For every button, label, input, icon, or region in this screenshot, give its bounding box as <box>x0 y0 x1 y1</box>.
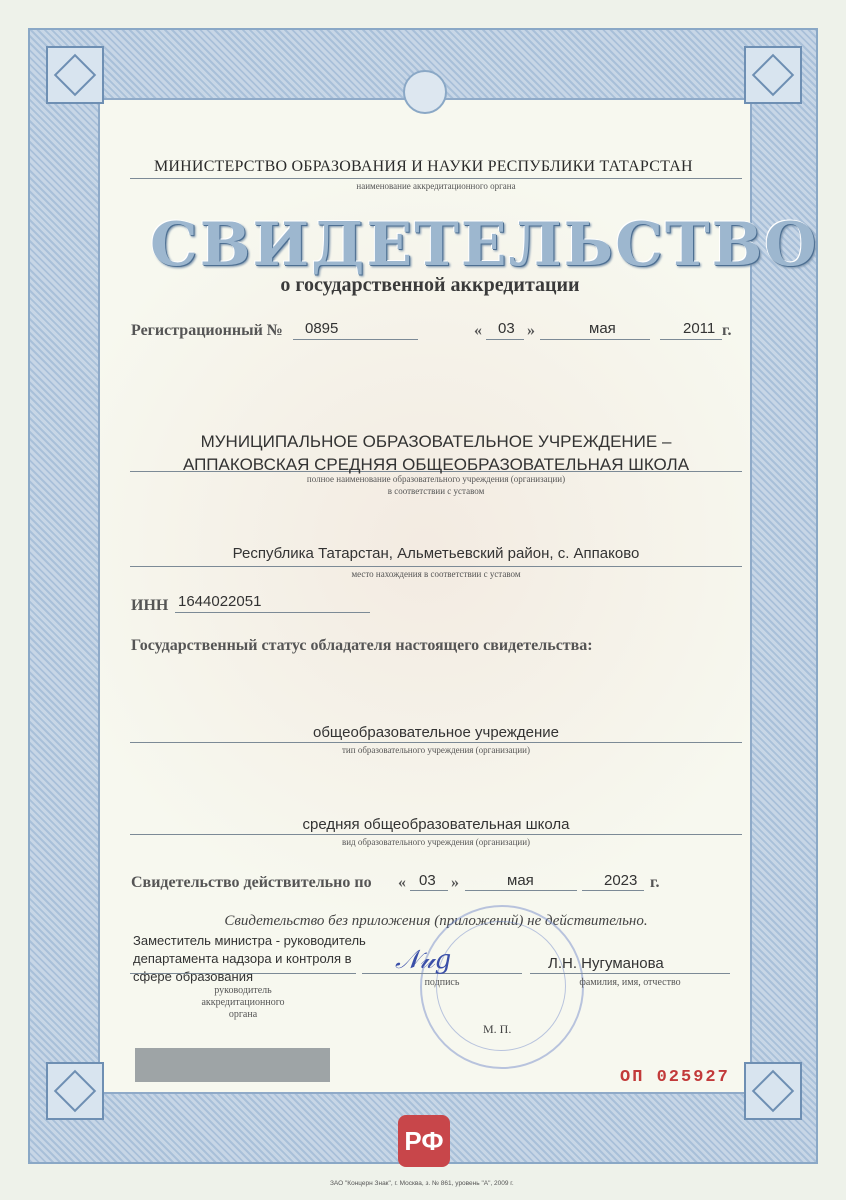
head-caption-2: аккредитационного <box>201 997 285 1008</box>
redacted-area <box>135 1048 330 1082</box>
name-caption: фамилия, имя, отчество <box>579 977 681 988</box>
underline <box>660 339 722 340</box>
signature-caption: подпись <box>424 977 460 988</box>
registration-year: 2011 <box>683 320 716 337</box>
registration-label: Регистрационный № <box>131 322 283 339</box>
institution-name-line2: АППАКОВСКАЯ СРЕДНЯЯ ОБЩЕОБРАЗОВАТЕЛЬНАЯ ШКОЛА <box>182 455 690 474</box>
quote-close: » <box>527 322 535 339</box>
year-suffix: г. <box>650 874 660 891</box>
institution-kind: средняя общеобразовательная школа <box>302 816 570 833</box>
ministry-caption: наименование аккредитационного органа <box>356 181 516 191</box>
certificate-title: СВИДЕТЕЛЬСТВО <box>150 210 819 280</box>
signatory-position-2: департамента надзора и контроля в <box>133 951 352 966</box>
underline <box>540 339 650 340</box>
validity-year: 2023 <box>604 872 638 889</box>
registration-month: мая <box>589 320 616 337</box>
underline <box>486 339 524 340</box>
underline <box>582 890 644 891</box>
inn-value: 1644022051 <box>178 593 262 610</box>
signatory-name: Л.Н. Нугуманова <box>548 955 664 972</box>
corner-ornament-icon <box>46 1062 104 1120</box>
validity-day: 03 <box>419 872 436 889</box>
institution-type-caption: тип образовательного учреждения (организации) <box>342 745 530 755</box>
underline <box>130 973 356 974</box>
underline <box>130 178 742 179</box>
status-heading: Государственный статус обладателя настоящего свидетельства: <box>131 637 593 654</box>
corner-ornament-icon <box>46 46 104 104</box>
location-caption: место нахождения в соответствии с уставом <box>351 569 521 579</box>
rf-emblem-icon: РФ <box>398 1115 450 1167</box>
validity-month: мая <box>507 872 534 889</box>
signatory-position-3: сфере образования <box>133 969 254 984</box>
underline <box>130 834 742 835</box>
underline <box>130 566 742 567</box>
quote-open: « <box>398 874 406 891</box>
institution-caption-2: в соответствии с уставом <box>387 486 485 496</box>
head-caption-3: органа <box>228 1009 258 1020</box>
institution-name-line1: МУНИЦИПАЛЬНОЕ ОБРАЗОВАТЕЛЬНОЕ УЧРЕЖДЕНИЕ – <box>200 432 672 451</box>
underline <box>175 612 370 613</box>
corner-ornament-icon <box>744 1062 802 1120</box>
top-rosette-icon <box>403 70 447 114</box>
corner-ornament-icon <box>744 46 802 104</box>
year-suffix: г. <box>722 322 732 339</box>
institution-type: общеобразовательное учреждение <box>313 724 559 741</box>
underline <box>130 742 742 743</box>
registration-day: 03 <box>498 320 515 337</box>
printer-info: ЗАО "Концерн Знак", г. Москва, з. № 861, уровень "А", 2009 г. <box>330 1180 514 1187</box>
quote-close: » <box>451 874 459 891</box>
serial-number: ОП 025927 <box>620 1068 730 1087</box>
annex-note: Свидетельство без приложения (приложений) не действительно. <box>224 913 648 929</box>
location-value: Республика Татарстан, Альметьевский район, с. Аппаково <box>232 545 640 562</box>
registration-number: 0895 <box>305 320 339 337</box>
underline <box>293 339 418 340</box>
signatory-position-1: Заместитель министра - руководитель <box>133 933 366 948</box>
institution-kind-caption: вид образовательного учреждения (организации) <box>341 837 531 847</box>
underline <box>465 890 577 891</box>
inn-label: ИНН <box>131 597 169 614</box>
signature-icon: 𝒩𝓊𝑔 <box>395 945 452 975</box>
quote-open: « <box>474 322 482 339</box>
validity-label: Свидетельство действительно по <box>131 874 372 891</box>
institution-caption: полное наименование образовательного учреждения (организации) <box>306 474 566 484</box>
ministry-name: МИНИСТЕРСТВО ОБРАЗОВАНИЯ И НАУКИ РЕСПУБЛИКИ ТАТАРСТАН <box>154 158 693 175</box>
certificate-subtitle: о государственной аккредитации <box>280 274 580 296</box>
seal-label: М. П. <box>483 1022 512 1036</box>
underline <box>410 890 448 891</box>
head-caption-1: руководитель <box>214 985 272 996</box>
underline <box>530 973 730 974</box>
